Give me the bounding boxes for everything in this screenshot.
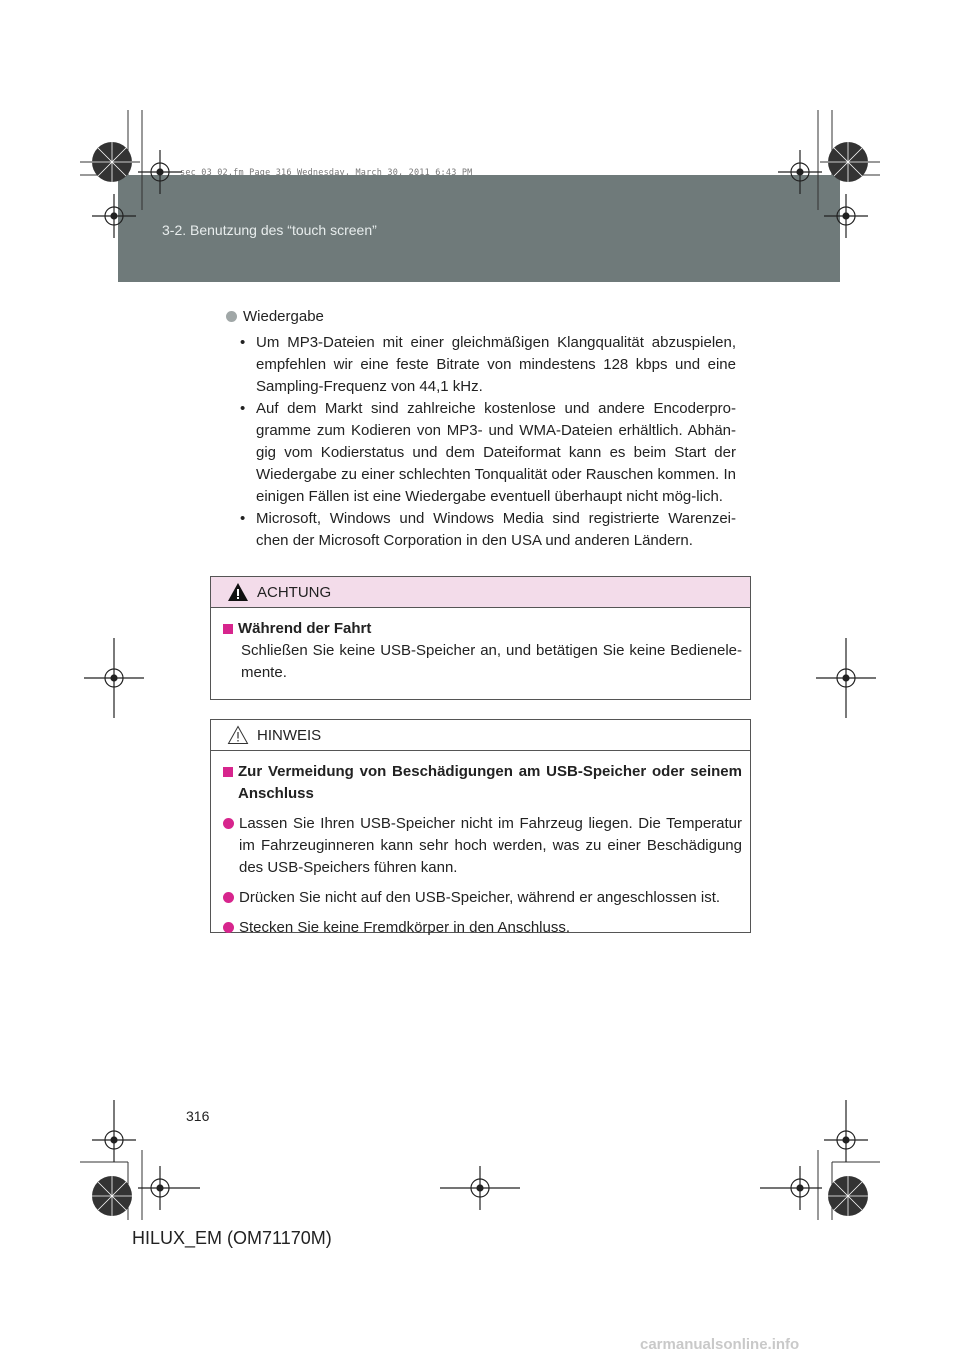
square-bullet-icon <box>223 767 233 777</box>
list-item: • Microsoft, Windows und Windows Media sind registrierte Warenzei-chen der Microsoft Corporation in den USA und anderen Ländern. <box>240 508 736 552</box>
notice-body <box>211 751 750 949</box>
warning-topic-row <box>223 618 742 640</box>
site-watermark: carmanualsonline.info <box>640 1336 800 1353</box>
bullet-dot-icon <box>223 818 234 829</box>
playback-section <box>226 306 736 552</box>
bullet-dot-icon <box>223 892 234 903</box>
bullet-dot-icon <box>223 922 234 933</box>
notice-label: HINWEIS <box>257 726 322 744</box>
warning-label: ACHTUNG <box>257 583 332 601</box>
list-item <box>223 917 742 939</box>
bullet-dot-icon <box>226 311 237 322</box>
list-item <box>223 813 742 879</box>
warning-triangle-icon <box>227 582 249 602</box>
warning-body <box>211 608 750 694</box>
square-bullet-icon <box>223 624 233 634</box>
playback-heading: Wiedergabe <box>243 308 324 325</box>
notice-box <box>210 719 751 936</box>
file-stamp: sec_03_02.fm Page 316 Wednesday, March 30, 2011 6:43 PM <box>180 168 473 178</box>
playback-bullet-list <box>226 332 736 552</box>
notice-item-text: Drücken Sie nicht auf den USB-Speicher, während er angeschlossen ist. <box>239 889 721 906</box>
section-title: 3-2. Benutzung des “touch screen” <box>162 222 377 238</box>
warning-header <box>211 577 750 608</box>
warning-topic: Während der Fahrt <box>238 620 372 637</box>
notice-triangle-icon <box>227 725 249 745</box>
list-item: • Um MP3-Dateien mit einer gleichmäßigen Klangqualität abzuspielen, empfehlen wir eine feste Bitrate von mindestens 128 kbps und eine Sampling-Frequenz von 44,1 kHz. <box>240 332 736 398</box>
notice-item-text: Stecken Sie keine Fremdkörper in den Anschluss. <box>239 919 571 936</box>
notice-header <box>211 720 750 751</box>
notice-topic-row <box>223 761 742 805</box>
warning-box <box>210 576 751 700</box>
list-item <box>223 887 742 909</box>
model-code: HILUX_EM (OM71170M) <box>132 1228 332 1248</box>
playback-heading-row <box>226 306 736 328</box>
warning-text: Schließen Sie keine USB-Speicher an, und betätigen Sie keine Bedienele-mente. <box>241 642 742 681</box>
notice-topic: Zur Vermeidung von Beschädigungen am USB-Speicher oder seinem Anschluss <box>238 763 742 802</box>
list-item: • Auf dem Markt sind zahlreiche kostenlose und andere Encoderpro-gramme zum Kodieren von MP3- und WMA-Dateien erhältlich. Abhän-gig vom Kodierstatus und dem Dateiformat kann es beim Start der Wiedergabe zu einer schlechten Tonqualität oder Rauschen kommen. In einigen Fällen ist eine Wiedergabe eventuell überhaupt nicht mög-lich. <box>240 398 736 508</box>
page-number: 316 <box>186 1108 210 1124</box>
notice-item-text: Lassen Sie Ihren USB-Speicher nicht im Fahrzeug liegen. Die Temperatur im Fahrzeuginneren kann sehr hoch werden, was zu einer Beschädigung des USB-Speichers führen kann. <box>239 815 742 876</box>
